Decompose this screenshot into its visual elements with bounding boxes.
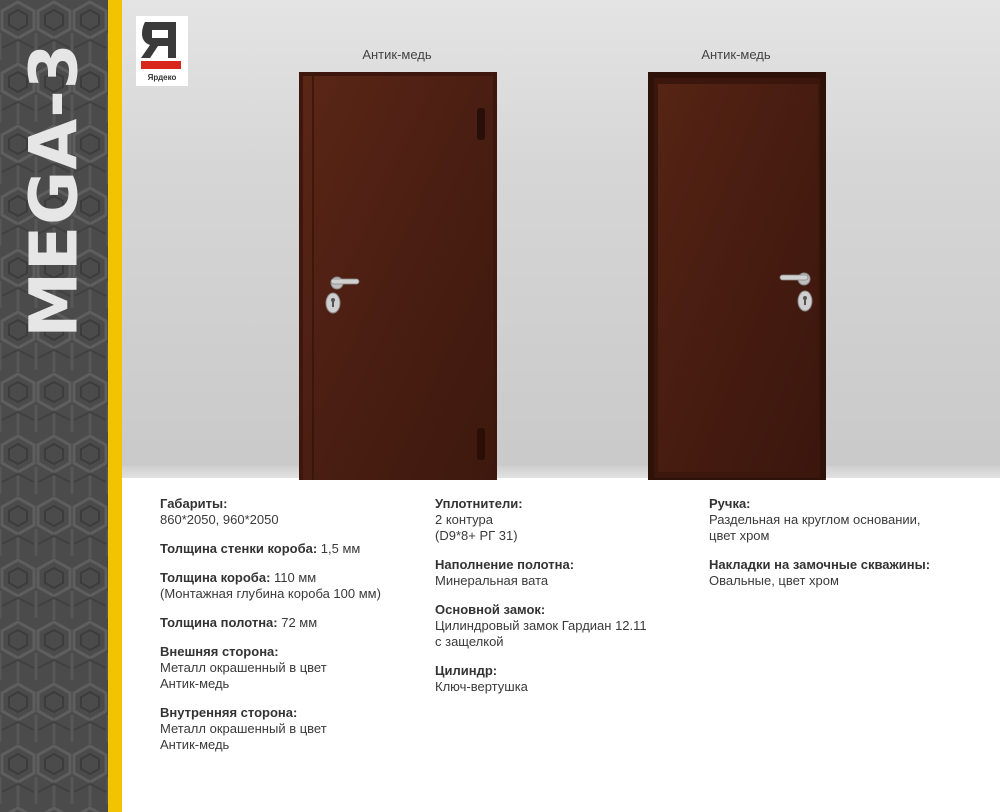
- spec-value: Овальные, цвет хром: [709, 573, 839, 588]
- spec-frame-wall: [160, 541, 410, 557]
- spec-value: Антик-медь: [160, 737, 230, 752]
- specs-column-3: [709, 496, 994, 602]
- spec-title: Толщина короба:: [160, 570, 271, 585]
- spec-value: Металл окрашенный в цвет: [160, 721, 327, 736]
- spec-title: Толщина стенки короба:: [160, 541, 318, 556]
- spec-value: 2 контура: [435, 512, 493, 527]
- spec-title: Наполнение полотна:: [435, 557, 575, 572]
- spec-seals: [435, 496, 695, 544]
- spec-title: Цилиндр:: [435, 663, 498, 678]
- spec-value: 110 мм: [270, 570, 317, 585]
- spec-title: Ручка:: [709, 496, 751, 511]
- spec-value: цвет хром: [709, 528, 770, 543]
- spec-title: Внешняя сторона:: [160, 644, 279, 659]
- spec-note: (Монтажная глубина короба 100 мм): [160, 586, 381, 601]
- brand-name: Ярдеко: [147, 73, 177, 82]
- side-banner: [0, 0, 108, 812]
- spec-inner-side: [160, 705, 410, 753]
- spec-title: Габариты:: [160, 496, 228, 511]
- spec-value: 72 мм: [277, 615, 318, 630]
- accent-stripe: [108, 0, 122, 812]
- spec-value: 1,5 мм: [317, 541, 361, 556]
- spec-cylinder: [435, 663, 695, 695]
- spec-value: Ключ-вертушка: [435, 679, 528, 694]
- spec-title: Толщина полотна:: [160, 615, 278, 630]
- door-outer-label: Антик-медь: [362, 47, 432, 62]
- spec-title: Основной замок:: [435, 602, 546, 617]
- door-outer-view: [299, 72, 499, 480]
- spec-value: Раздельная на круглом основании,: [709, 512, 921, 527]
- spec-title: Внутренняя сторона:: [160, 705, 298, 720]
- spec-main-lock: [435, 602, 695, 650]
- specs-column-1: [160, 496, 410, 766]
- product-photo-area: [122, 0, 1000, 478]
- spec-value: Цилиндровый замок Гардиан 12.11: [435, 618, 647, 633]
- keyhole-cover-icon: [326, 293, 340, 313]
- hinge-bottom: [477, 428, 485, 460]
- logo-mark-icon: [136, 16, 188, 74]
- spec-filling: [435, 557, 695, 589]
- keyhole-cover-icon: [798, 291, 812, 311]
- spec-value: Антик-медь: [160, 676, 230, 691]
- spec-escutcheons: [709, 557, 994, 589]
- spec-outer-side: [160, 644, 410, 692]
- door-inner-view: [648, 72, 828, 480]
- spec-value: Металл окрашенный в цвет: [160, 660, 327, 675]
- spec-dimensions: [160, 496, 410, 528]
- spec-value: 860*2050, 960*2050: [160, 512, 279, 527]
- spec-title: Накладки на замочные скважины:: [709, 557, 931, 572]
- door-inner-label: Антик-медь: [701, 47, 771, 62]
- spec-frame-thickness: [160, 570, 410, 602]
- spec-leaf-thickness: [160, 615, 410, 631]
- floor: [122, 466, 1000, 478]
- spec-value: (D9*8+ РГ 31): [435, 528, 518, 543]
- spec-title: Уплотнители:: [435, 496, 523, 511]
- specs-column-2: [435, 496, 695, 708]
- hinge-top: [477, 108, 485, 140]
- brand-logo: [136, 16, 188, 86]
- spec-handle: [709, 496, 994, 544]
- spec-value: Минеральная вата: [435, 573, 549, 588]
- spec-value: с защелкой: [435, 634, 504, 649]
- product-title: MEGA-3: [15, 42, 93, 338]
